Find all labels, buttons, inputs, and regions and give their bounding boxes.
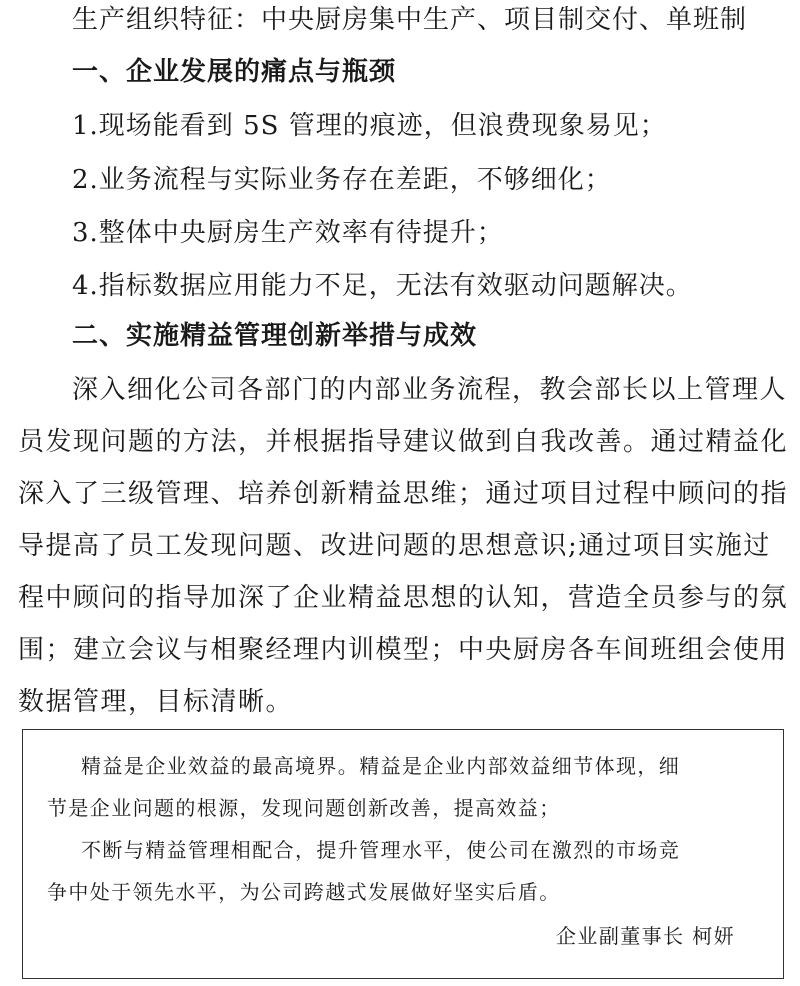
paragraph-line: 数据管理，目标清晰。 [18, 687, 294, 717]
section-1-item: 2.业务流程与实际业务存在差距，不够细化； [72, 165, 612, 195]
quote-line: 精益是企业效益的最高境界。精益是企业内部效益细节体现，细 [81, 754, 681, 778]
paragraph-line: 员发现问题的方法，并根据指导建议做到自我改善。通过精益化 [18, 427, 789, 457]
quote-line: 不断与精益管理相配合，提升管理水平，使公司在激烈的市场竞 [81, 838, 681, 862]
paragraph-line: 深入了三级管理、培养创新精益思维；通过项目过程中顾问的指 [18, 479, 789, 509]
quote-signature: 企业副董事长 柯妍 [556, 924, 735, 948]
intro-line: 生产组织特征：中央厨房集中生产、项目制交付、单班制 [72, 5, 748, 35]
paragraph-line: 深入细化公司各部门的内部业务流程，教会部长以上管理人 [72, 375, 788, 405]
paragraph-line: 导提高了员工发现问题、改进问题的思想意识;通过项目实施过 [18, 531, 771, 561]
quote-box [22, 729, 784, 979]
paragraph-line: 围；建立会议与相聚经理内训模型；中央厨房各车间班组会使用 [18, 635, 789, 665]
section-2-heading: 二、实施精益管理创新举措与成效 [72, 321, 478, 351]
section-1-heading: 一、企业发展的痛点与瓶颈 [72, 57, 397, 87]
section-1-item: 3.整体中央厨房生产效率有待提升； [72, 218, 504, 248]
paragraph-line: 程中顾问的指导加深了企业精益思想的认知，营造全员参与的氛 [18, 583, 789, 613]
section-1-item: 4.指标数据应用能力不足，无法有效驱动问题解决。 [72, 271, 693, 301]
quote-line: 节是企业问题的根源，发现问题创新改善，提高效益； [47, 796, 561, 820]
section-1-item: 1.现场能看到 5S 管理的痕迹，但浪费现象易见； [72, 111, 667, 141]
quote-line: 争中处于领先水平，为公司跨越式发展做好坚实后盾。 [47, 880, 561, 904]
